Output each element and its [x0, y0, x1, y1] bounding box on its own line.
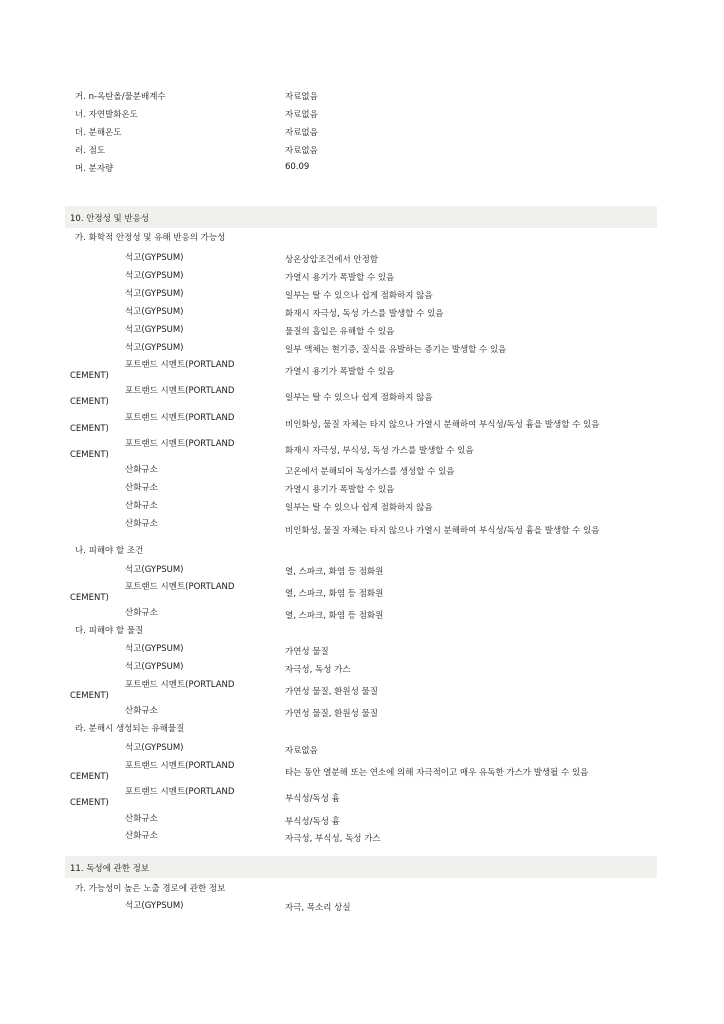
section-title: 11. 독성에 관한 정보 [70, 864, 150, 874]
substance-name: 산화규소 [125, 831, 158, 841]
section-10-header [65, 206, 657, 228]
substance-name: 석고(GYPSUM) [125, 644, 184, 654]
property-value: 60.09 [285, 162, 310, 172]
row-value: 일부는 탈 수 있으나 쉽게 점화하지 않음 [285, 393, 433, 403]
row-value: 화재시 자극성, 독성 가스를 발생할 수 있음 [285, 309, 444, 319]
substance-name: 석고(GYPSUM) [125, 743, 184, 753]
substance-name: 산화규소 [125, 814, 158, 824]
row-value: 부식성/독성 흄 [285, 794, 340, 804]
row-value: 비인화성, 물질 자체는 타지 않으나 가열시 분해하여 부식성/독성 흄을 발생할 수 있음 [285, 526, 600, 536]
row-value: 상온상압조건에서 안정함 [285, 255, 379, 265]
property-row [0, 88, 724, 106]
row-value: 일부 액체는 현기증, 질식을 유발하는 증기는 발생할 수 있음 [285, 345, 507, 355]
row-value: 자극성, 부식성, 독성 가스 [285, 834, 381, 844]
row-value: 물질의 흡입은 유해할 수 있음 [285, 327, 395, 337]
row-value: 타는 동안 열분해 또는 연소에 의해 자극적이고 매우 유독한 가스가 발생될 수 있음 [285, 768, 589, 778]
subsection-heading: 가. 화학적 안정성 및 유해 반응의 가능성 [75, 233, 226, 243]
row-value: 부식성/독성 흄 [285, 817, 340, 827]
substance-name-cont: CEMENT) [70, 593, 109, 603]
row-value: 일부는 탈 수 있으나 쉽게 점화하지 않음 [285, 291, 433, 301]
row-value: 가연성 물질, 환원성 물질 [285, 709, 378, 719]
subsection-heading: 다. 피해야 할 물질 [75, 626, 144, 636]
substance-name: 포트랜드 시멘트(PORTLAND [125, 582, 235, 592]
substance-name: 석고(GYPSUM) [125, 901, 184, 911]
row-value: 열, 스파크, 화염 등 점화원 [285, 611, 384, 621]
property-row [0, 106, 724, 124]
property-name: 너. 자연발화온도 [75, 110, 138, 120]
substance-name: 산화규소 [125, 608, 158, 618]
row-value: 가연성 물질 [285, 647, 329, 657]
substance-name: 포트랜드 시멘트(PORTLAND [125, 439, 235, 449]
substance-name-cont: CEMENT) [70, 450, 109, 460]
row-value: 고온에서 분해되어 독성가스를 생성할 수 있음 [285, 467, 455, 477]
substance-name: 산화규소 [125, 706, 158, 716]
property-row [0, 160, 724, 178]
property-name: 더. 분해온도 [75, 128, 122, 138]
substance-name: 산화규소 [125, 501, 158, 511]
substance-name-cont: CEMENT) [70, 798, 109, 808]
property-value: 자료없음 [285, 92, 318, 102]
substance-name: 산화규소 [125, 465, 158, 475]
substance-name: 포트랜드 시멘트(PORTLAND [125, 680, 235, 690]
row-value: 화재시 자극성, 부식성, 독성 가스를 발생할 수 있음 [285, 446, 474, 456]
row-value: 일부는 탈 수 있으나 쉽게 점화하지 않음 [285, 503, 433, 513]
substance-name-cont: CEMENT) [70, 397, 109, 407]
row-value: 열, 스파크, 화염 등 점화원 [285, 567, 384, 577]
property-name: 러. 점도 [75, 146, 106, 156]
substance-name: 석고(GYPSUM) [125, 289, 184, 299]
row-value: 비인화성, 물질 자체는 타지 않으나 가열시 분해하여 부식성/독성 흄을 발생할 수 있음 [285, 420, 600, 430]
substance-name: 포트랜드 시멘트(PORTLAND [125, 761, 235, 771]
property-row [0, 124, 724, 142]
row-value: 자극성, 독성 가스 [285, 665, 351, 675]
substance-name-cont: CEMENT) [70, 772, 109, 782]
property-name: 머. 분자량 [75, 164, 114, 174]
substance-name-cont: CEMENT) [70, 371, 109, 381]
row-value: 가열시 용기가 폭발할 수 있음 [285, 367, 395, 377]
substance-name-cont: CEMENT) [70, 424, 109, 434]
row-value: 자료없음 [285, 746, 318, 756]
subsection-heading: 나. 피해야 할 조건 [75, 546, 144, 556]
substance-name-cont: CEMENT) [70, 691, 109, 701]
substance-name: 석고(GYPSUM) [125, 271, 184, 281]
substance-name: 포트랜드 시멘트(PORTLAND [125, 413, 235, 423]
substance-name: 포트랜드 시멘트(PORTLAND [125, 787, 235, 797]
row-value: 열, 스파크, 화염 등 점화원 [285, 589, 384, 599]
substance-name: 석고(GYPSUM) [125, 343, 184, 353]
row-value: 가열시 용기가 폭발할 수 있음 [285, 485, 395, 495]
property-value: 자료없음 [285, 146, 318, 156]
subsection-heading: 라. 분해시 생성되는 유해물질 [75, 724, 185, 734]
subsection-heading: 가. 가능성이 높은 노출 경로에 관한 정보 [75, 884, 226, 894]
property-name: 거. n-옥탄올/물분배계수 [75, 92, 166, 102]
row-value: 가열시 용기가 폭발할 수 있음 [285, 273, 395, 283]
row-value: 자극, 목소리 상실 [285, 903, 351, 913]
substance-name: 석고(GYPSUM) [125, 307, 184, 317]
substance-name: 포트랜드 시멘트(PORTLAND [125, 360, 235, 370]
row-value: 가연성 물질, 환원성 물질 [285, 687, 378, 697]
substance-name: 석고(GYPSUM) [125, 662, 184, 672]
section-title: 10. 안정성 및 반응성 [70, 214, 150, 224]
substance-name: 산화규소 [125, 483, 158, 493]
substance-name: 포트랜드 시멘트(PORTLAND [125, 386, 235, 396]
substance-name: 산화규소 [125, 519, 158, 529]
property-value: 자료없음 [285, 110, 318, 120]
substance-name: 석고(GYPSUM) [125, 325, 184, 335]
substance-name: 석고(GYPSUM) [125, 253, 184, 263]
property-value: 자료없음 [285, 128, 318, 138]
section-11-header [65, 856, 657, 878]
property-row [0, 142, 724, 160]
substance-name: 석고(GYPSUM) [125, 565, 184, 575]
